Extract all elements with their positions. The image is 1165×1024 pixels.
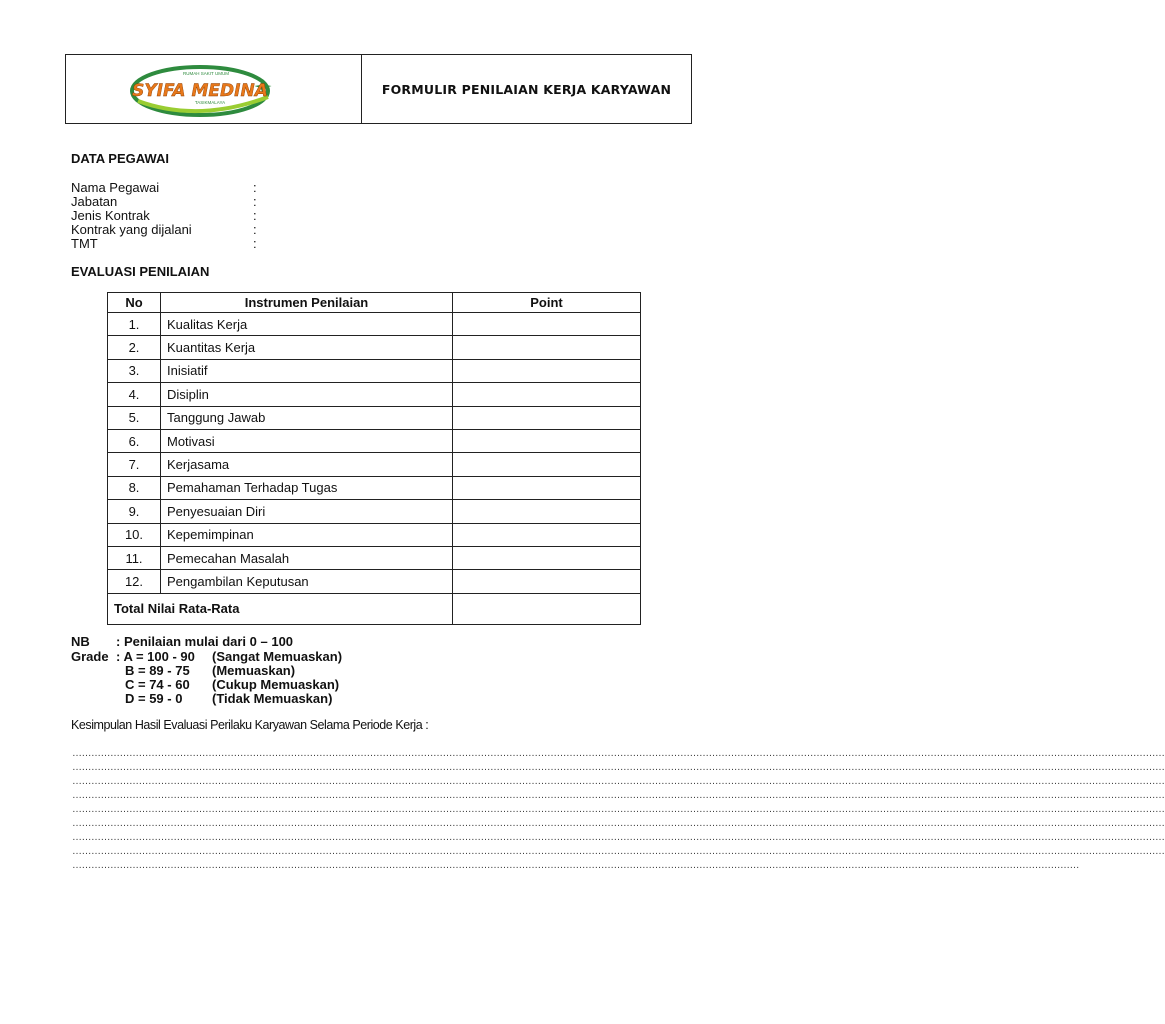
- table-row: [108, 336, 641, 359]
- nb-text: : Penilaian mulai dari 0 – 100: [116, 634, 294, 649]
- row-point-cell[interactable]: [453, 406, 641, 429]
- header-instrumen: Instrumen Penilaian: [161, 293, 453, 313]
- table-row: [108, 500, 641, 523]
- total-point-cell[interactable]: [453, 593, 641, 624]
- field-nama-pegawai: [71, 180, 257, 195]
- row-point-cell[interactable]: [453, 453, 641, 476]
- row-item: Penyesuaian Diri: [161, 500, 453, 523]
- conclusion-line[interactable]: …………………………………………………………………………………………………………………………………………………………………………………………………………………………………………………………………………………………………………………: [72, 748, 1165, 759]
- table-row: [108, 546, 641, 569]
- field-colon: :: [253, 236, 257, 251]
- conclusion-label: Kesimpulan Hasil Evaluasi Perilaku Karyawan Selama Periode Kerja :: [71, 718, 429, 732]
- row-point-cell[interactable]: [453, 476, 641, 499]
- row-no: 2.: [108, 336, 161, 359]
- grade-b-desc: (Memuaskan): [212, 663, 296, 678]
- row-point-cell[interactable]: [453, 570, 641, 593]
- field-tmt: [71, 236, 257, 251]
- total-row: [108, 593, 641, 624]
- row-no: 8.: [108, 476, 161, 499]
- row-item: Kualitas Kerja: [161, 313, 453, 336]
- row-no: 12.: [108, 570, 161, 593]
- table-row: [108, 453, 641, 476]
- row-item: Motivasi: [161, 429, 453, 452]
- row-point-cell[interactable]: [453, 336, 641, 359]
- evaluasi-title: EVALUASI PENILAIAN: [71, 264, 210, 279]
- field-label: TMT: [71, 236, 98, 251]
- grade-a-desc: (Sangat Memuaskan): [212, 649, 343, 664]
- conclusion-line[interactable]: …………………………………………………………………………………………………………………………………………………………………………………………………………………………………………………………………………………………………………………: [72, 762, 1165, 773]
- table-row: [108, 383, 641, 406]
- conclusion-line[interactable]: …………………………………………………………………………………………………………………………………………………………………………………………………………………………………………………………………………………………………………………: [72, 832, 1165, 843]
- row-no: 7.: [108, 453, 161, 476]
- logo-city: TASIKMALAYA: [194, 100, 226, 105]
- field-label: Nama Pegawai: [71, 180, 160, 195]
- field-kontrak-dijalani: [71, 222, 257, 237]
- row-no: 10.: [108, 523, 161, 546]
- table-row: [108, 406, 641, 429]
- field-jabatan: [71, 194, 257, 209]
- logo-top-text: RUMAH SAKIT UMUM: [183, 71, 229, 76]
- row-point-cell[interactable]: [453, 429, 641, 452]
- row-point-cell[interactable]: [453, 546, 641, 569]
- row-point-cell[interactable]: [453, 523, 641, 546]
- grade-label: Grade: [71, 649, 109, 664]
- row-item: Disiplin: [161, 383, 453, 406]
- conclusion-line[interactable]: …………………………………………………………………………………………………………………………………………………………………………………………………………………………………………………………………………………………………………………: [72, 804, 1165, 815]
- row-item: Tanggung Jawab: [161, 406, 453, 429]
- field-label: Kontrak yang dijalani: [71, 222, 192, 237]
- header-point: Point: [453, 293, 641, 313]
- field-colon: :: [253, 208, 257, 223]
- row-item: Pengambilan Keputusan: [161, 570, 453, 593]
- row-no: 5.: [108, 406, 161, 429]
- conclusion-line[interactable]: …………………………………………………………………………………………………………………………………………………………………………………………………………………………………………………………………………………………………………………: [72, 818, 1165, 829]
- row-item: Kepemimpinan: [161, 523, 453, 546]
- total-label: Total Nilai Rata-Rata: [108, 593, 453, 624]
- row-item: Pemahaman Terhadap Tugas: [161, 476, 453, 499]
- field-label: Jabatan: [71, 194, 118, 209]
- row-point-cell[interactable]: [453, 383, 641, 406]
- form-title: FORMULIR PENILAIAN KERJA KARYAWAN: [381, 81, 672, 97]
- table-row: [108, 359, 641, 382]
- syifa-medina-logo: [128, 61, 278, 119]
- grade-c-range: C = 74 - 60: [125, 677, 190, 692]
- row-no: 4.: [108, 383, 161, 406]
- data-pegawai-title: DATA PEGAWAI: [71, 151, 169, 166]
- conclusion-line[interactable]: …………………………………………………………………………………………………………………………………………………………………………………………………………………………………………………………………………………………………………………: [72, 846, 1165, 857]
- row-no: 6.: [108, 429, 161, 452]
- table-row: [108, 313, 641, 336]
- logo-name: SYIFA MEDINA: [132, 81, 268, 101]
- grade-a-range: : A = 100 - 90: [116, 649, 195, 664]
- grade-c-desc: (Cukup Memuaskan): [212, 677, 340, 692]
- row-item: Inisiatif: [161, 359, 453, 382]
- row-no: 1.: [108, 313, 161, 336]
- row-no: 9.: [108, 500, 161, 523]
- row-no: 3.: [108, 359, 161, 382]
- field-colon: :: [253, 222, 257, 237]
- table-row: [108, 429, 641, 452]
- field-jenis-kontrak: [71, 208, 257, 223]
- row-item: Kuantitas Kerja: [161, 336, 453, 359]
- field-colon: :: [253, 194, 257, 209]
- field-colon: :: [253, 180, 257, 195]
- nb-label: NB: [71, 634, 90, 649]
- grade-d-desc: (Tidak Memuaskan): [212, 691, 333, 706]
- conclusion-line[interactable]: …………………………………………………………………………………………………………………………………………………………………………………………………………………………………………………………………………………………………………………: [72, 790, 1165, 801]
- table-row: [108, 476, 641, 499]
- row-no: 11.: [108, 546, 161, 569]
- row-point-cell[interactable]: [453, 500, 641, 523]
- header-box: [65, 54, 692, 124]
- table-row: [108, 523, 641, 546]
- grade-b-range: B = 89 - 75: [125, 663, 190, 678]
- conclusion-line[interactable]: …………………………………………………………………………………………………………………………………………………………………………………………………………………………………………………………………………………………………………………: [72, 776, 1165, 787]
- header-no: No: [108, 293, 161, 313]
- row-point-cell[interactable]: [453, 313, 641, 336]
- evaluation-table: [107, 292, 641, 625]
- field-label: Jenis Kontrak: [71, 208, 150, 223]
- table-header-row: [108, 293, 641, 313]
- grade-d-range: D = 59 - 0: [125, 691, 183, 706]
- conclusion-line-last[interactable]: …………………………………………………………………………………………………………………………………………………………………………………………………………………………………………………………………………………………: [72, 860, 1079, 871]
- row-item: Kerjasama: [161, 453, 453, 476]
- row-item: Pemecahan Masalah: [161, 546, 453, 569]
- table-row: [108, 570, 641, 593]
- row-point-cell[interactable]: [453, 359, 641, 382]
